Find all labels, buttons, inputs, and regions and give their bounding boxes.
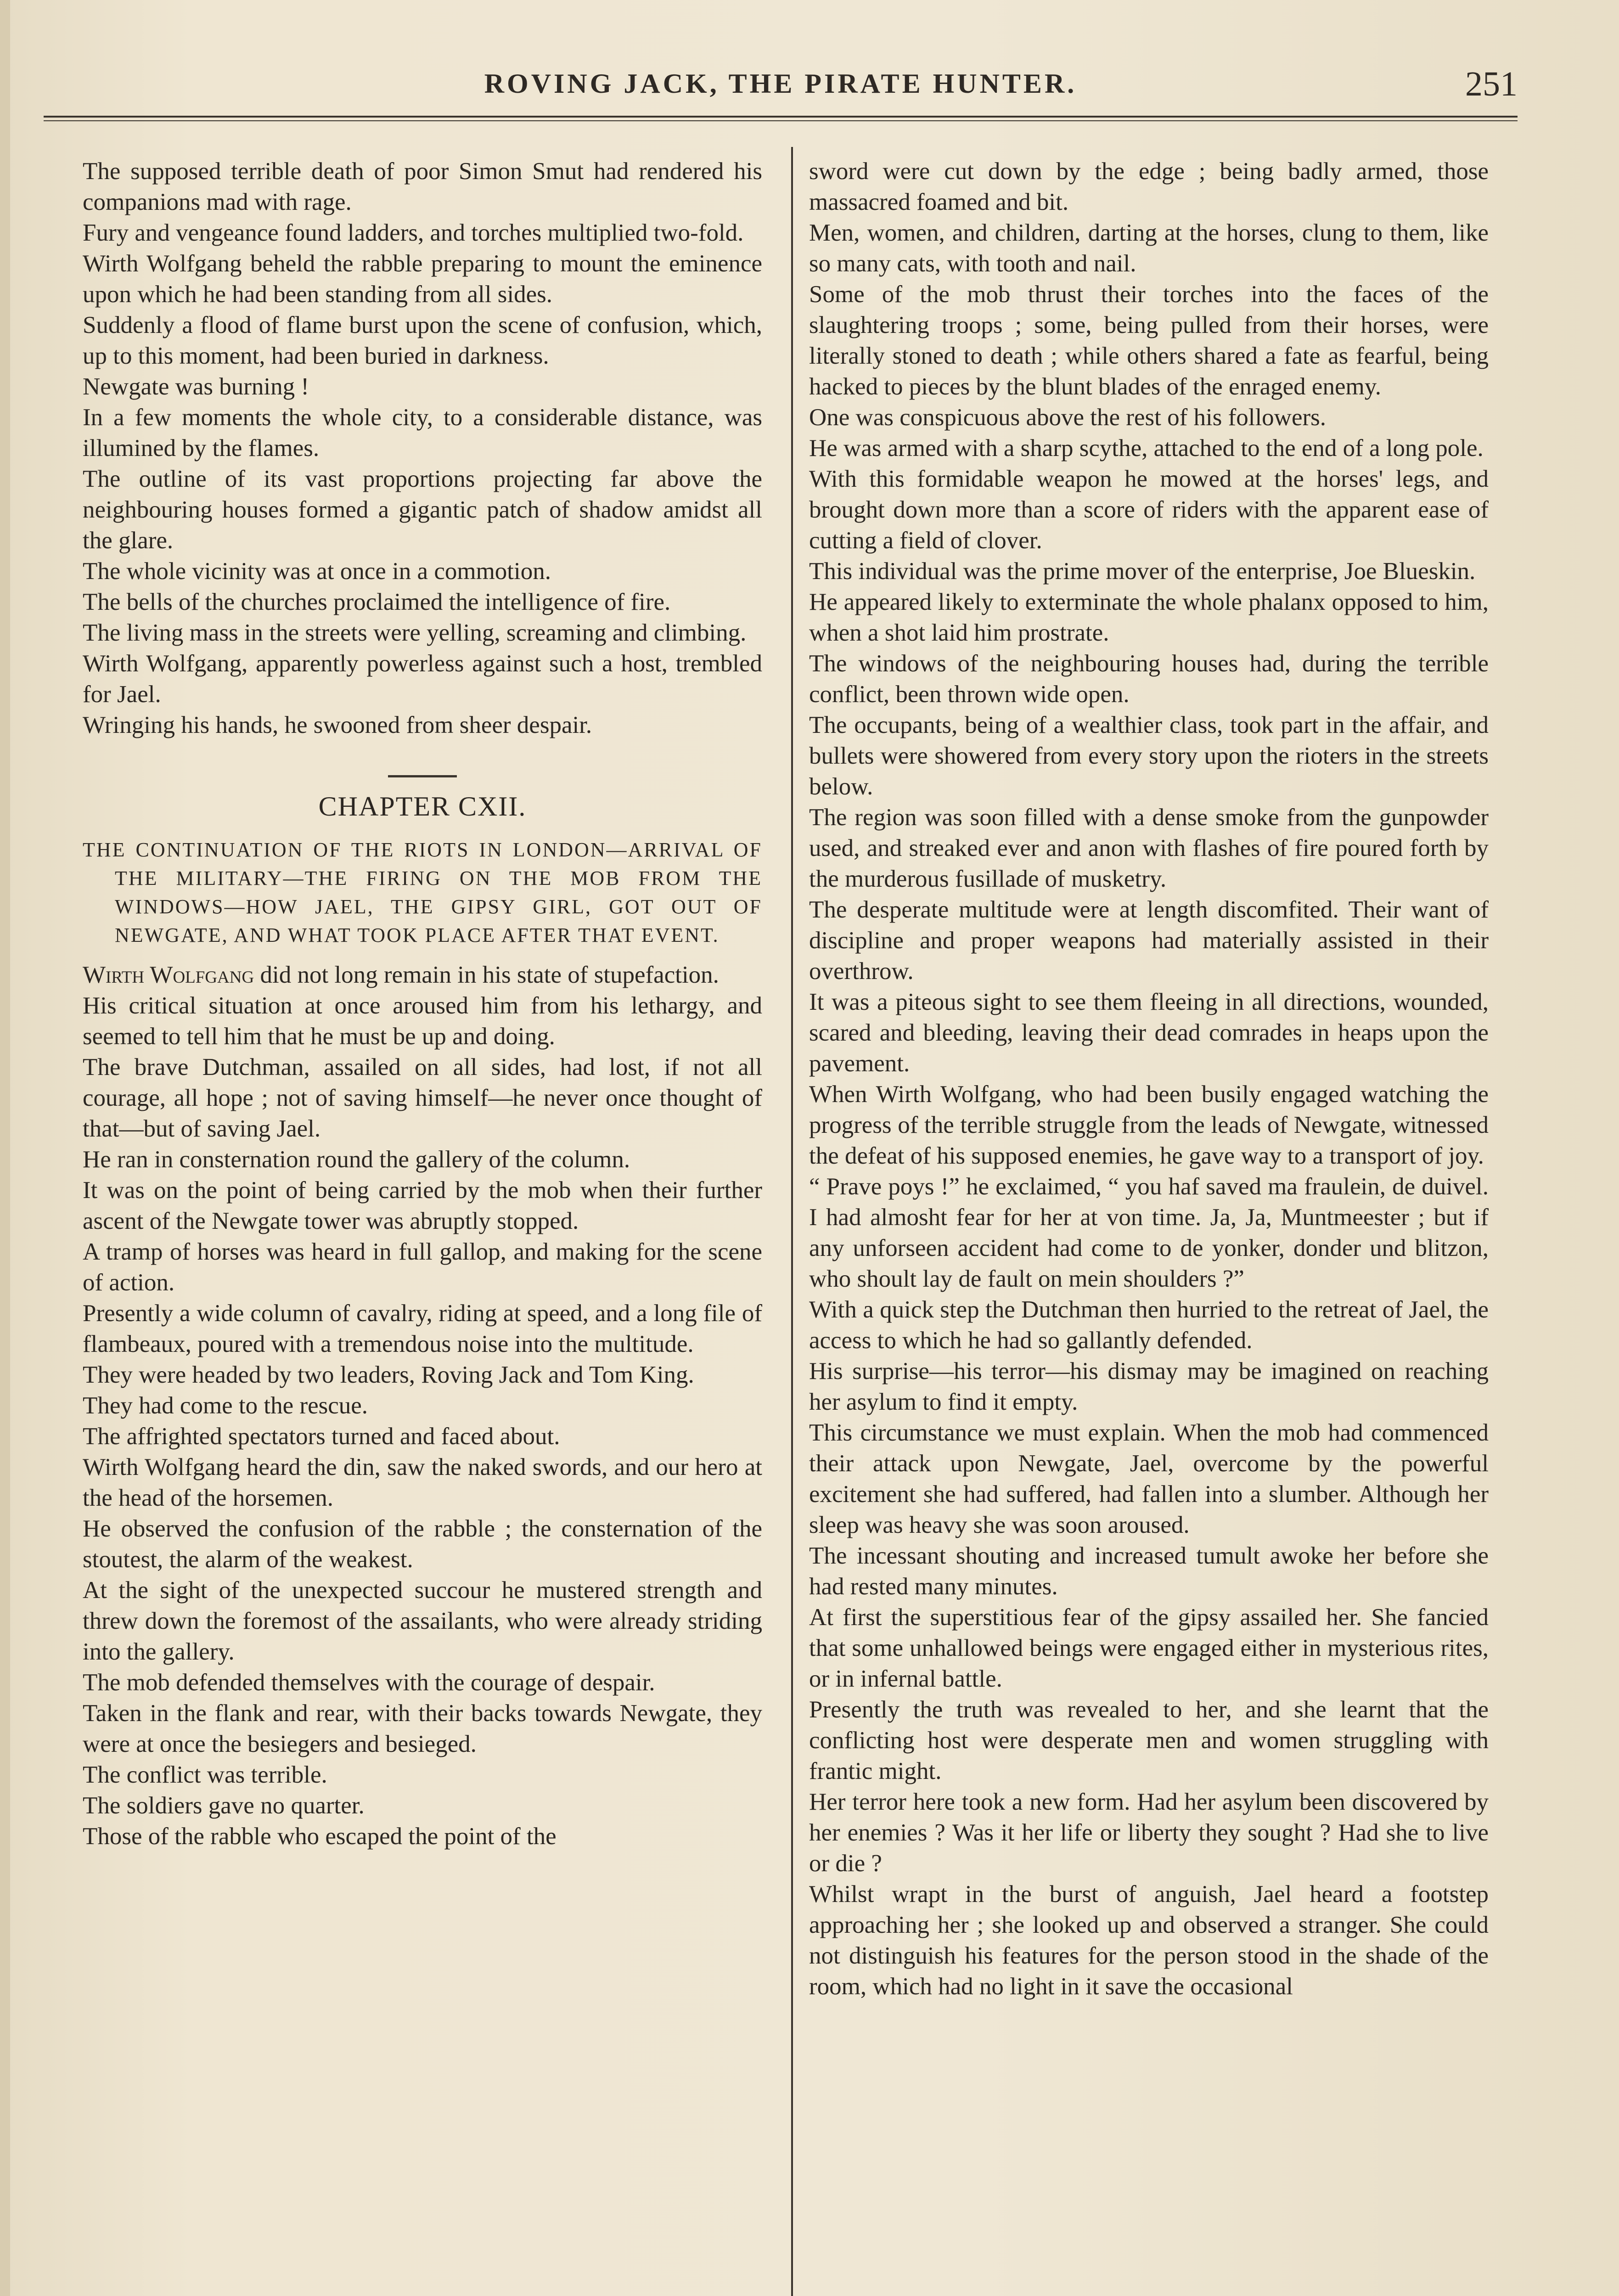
paragraph: Wringing his hands, he swooned from sheer despair.	[83, 712, 592, 738]
paragraph: This circumstance we must explain. When the mob had commenced their attack upon Newgate, Jael, overcome by the powerful excitement she had suffered, had fallen into a slumber. Although her sleep was heavy she was soon aroused.	[809, 1419, 1489, 1538]
paragraph: They were headed by two leaders, Roving Jack and Tom King.	[83, 1362, 694, 1388]
chapter-title: CHAPTER CXII.	[318, 791, 527, 822]
paragraph: With this formidable weapon he mowed at the horses' legs, and brought down more than a score of riders with the apparent ease of cutting a field of clover.	[809, 466, 1489, 554]
left-column	[83, 156, 762, 1852]
column-divider	[791, 147, 793, 2296]
paragraph: In a few moments the whole city, to a considerable distance, was illumined by the flames.	[83, 404, 762, 461]
paragraph: sword were cut down by the edge ; being badly armed, those massacred foamed and bit.	[809, 158, 1489, 215]
paragraph: It was a piteous sight to see them fleeing in all directions, wounded, scared and bleeding, leaving their dead comrades in heaps upon the pavement.	[809, 989, 1489, 1077]
paragraph: The whole vicinity was at once in a commotion.	[83, 558, 551, 585]
paragraph: The living mass in the streets were yelling, screaming and climbing.	[83, 619, 747, 646]
section-ornament	[83, 759, 762, 773]
paragraph: He appeared likely to exterminate the whole phalanx opposed to him, when a shot laid him prostrate.	[809, 589, 1489, 646]
page-gutter-edge	[0, 0, 10, 2296]
paragraph: The mob defended themselves with the courage of despair.	[83, 1669, 655, 1696]
left-paragraphs-before-chapter	[83, 156, 762, 741]
paragraph: The windows of the neighbouring houses had, during the terrible conflict, been thrown wide open.	[809, 650, 1489, 708]
paragraph: “ Prave poys !” he exclaimed, “ you haf saved ma fraulein, de duivel. I had almosht fear for her at von time. Ja, Ja, Muntmeester ; but if any unforseen accident had come to de yonker, donder und blitzon, who shoult lay de fault on mein shoulders ?”	[809, 1173, 1489, 1292]
header-rule-thin	[44, 120, 1518, 121]
paragraph: Suddenly a flood of flame burst upon the scene of confusion, which, up to this moment, had been buried in darkness.	[83, 312, 762, 369]
paragraph: One was conspicuous above the rest of his followers.	[809, 404, 1326, 431]
paragraph: At the sight of the unexpected succour he mustered strength and threw down the foremost of the assailants, who were already striding into the gallery.	[83, 1577, 762, 1665]
paragraph: The soldiers gave no quarter.	[83, 1792, 365, 1819]
paragraph: This individual was the prime mover of the enterprise, Joe Blueskin.	[809, 558, 1476, 585]
paragraph: The conflict was terrible.	[83, 1761, 327, 1788]
running-title: ROVING JACK, THE PIRATE HUNTER.	[484, 68, 1077, 99]
header-rule	[44, 116, 1518, 118]
paragraph: Some of the mob thrust their torches into the faces of the slaughtering troops ; some, being pulled from their horses, were literally stoned to death ; while others shared a fate as fearful, being hacked to pieces by the blunt blades of the enraged enemy.	[809, 281, 1489, 400]
paragraph: Those of the rabble who escaped the point of the	[83, 1823, 557, 1850]
paragraph: With a quick step the Dutchman then hurried to the retreat of Jael, the access to which he had so gallantly defended.	[809, 1296, 1489, 1354]
page-header	[44, 55, 1518, 110]
paragraph: He observed the confusion of the rabble ; the consternation of the stoutest, the alarm of the weakest.	[83, 1515, 762, 1573]
paragraph: At first the superstitious fear of the gipsy assailed her. She fancied that some unhallowed beings were engaged either in mysterious rites, or in infernal battle.	[809, 1604, 1489, 1692]
paragraph: Newgate was burning !	[83, 373, 309, 400]
chapter-opening-paragraph	[83, 960, 762, 990]
paragraph: His critical situation at once aroused him from his lethargy, and seemed to tell him that he must be up and doing.	[83, 992, 762, 1050]
chapter-opening-smallcaps: Wirth Wolfgang	[83, 962, 254, 988]
paragraph: When Wirth Wolfgang, who had been busily engaged watching the progress of the terrible struggle from the leads of Newgate, witnessed the defeat of his supposed enemies, he gave way to a transport of joy.	[809, 1081, 1489, 1169]
paragraph: Presently a wide column of cavalry, riding at speed, and a long file of flambeaux, poured with a tremendous noise into the multitude.	[83, 1300, 762, 1357]
paragraph: Fury and vengeance found ladders, and torches multiplied two-fold.	[83, 219, 744, 246]
paragraph: The supposed terrible death of poor Simon Smut had rendered his companions mad with rage.	[83, 158, 762, 215]
paragraph: His surprise—his terror—his dismay may be imagined on reaching her asylum to find it empty.	[809, 1358, 1489, 1415]
paragraph: Wirth Wolfgang beheld the rabble preparing to mount the eminence upon which he had been standing from all sides.	[83, 250, 762, 308]
paragraph: Whilst wrapt in the burst of anguish, Jael heard a footstep approaching her ; she looked up and observed a stranger. She could not distinguish his features for the person stood in the shade of the room, which had no light in it save the occasional	[809, 1881, 1489, 2000]
chapter-opening-rest: did not long remain in his state of stupefaction.	[254, 962, 719, 988]
paragraph: Wirth Wolfgang, apparently powerless against such a host, trembled for Jael.	[83, 650, 762, 708]
chapter-summary: THE CONTINUATION OF THE RIOTS IN LONDON—ARRIVAL OF THE MILITARY—THE FIRING ON THE MOB FROM THE WINDOWS—HOW JAEL, THE GIPSY GIRL, GOT OUT OF NEWGATE, AND WHAT TOOK PLACE AFTER THAT EVENT.	[83, 838, 762, 946]
paragraph: The region was soon filled with a dense smoke from the gunpowder used, and streaked ever and anon with flashes of fire poured forth by the murderous fusillade of musketry.	[809, 804, 1489, 892]
left-paragraphs-after-chapter	[83, 990, 762, 1852]
paragraph: The occupants, being of a wealthier class, took part in the affair, and bullets were showered from every story upon the rioters in the streets below.	[809, 712, 1489, 800]
paragraph: Wirth Wolfgang heard the din, saw the naked swords, and our hero at the head of the horsemen.	[83, 1454, 762, 1511]
paragraph: He ran in consternation round the gallery of the column.	[83, 1146, 630, 1173]
paragraph: The desperate multitude were at length discomfited. Their want of discipline and proper weapons had materially assisted in their overthrow.	[809, 896, 1489, 985]
paragraph: A tramp of horses was heard in full gallop, and making for the scene of action.	[83, 1238, 762, 1296]
right-column	[809, 156, 1489, 2002]
paragraph: The outline of its vast proportions projecting far above the neighbouring houses formed a gigantic patch of shadow amidst all the glare.	[83, 466, 762, 554]
paragraph: They had come to the rescue.	[83, 1392, 368, 1419]
paragraph: It was on the point of being carried by the mob when their further ascent of the Newgate tower was abruptly stopped.	[83, 1177, 762, 1234]
paragraph: He was armed with a sharp scythe, attached to the end of a long pole.	[809, 435, 1484, 461]
right-paragraphs	[809, 156, 1489, 2002]
paragraph: Taken in the flank and rear, with their backs towards Newgate, they were at once the besiegers and besieged.	[83, 1700, 762, 1757]
paragraph: The bells of the churches proclaimed the intelligence of fire.	[83, 589, 671, 615]
paragraph: Presently the truth was revealed to her, and she learnt that the conflicting host were desperate men and women struggling with frantic might.	[809, 1696, 1489, 1784]
ornament-dash	[388, 775, 457, 777]
paragraph: The brave Dutchman, assailed on all sides, had lost, if not all courage, all hope ; not of saving himself—he never once thought of that—but of saving Jael.	[83, 1054, 762, 1142]
paragraph: Men, women, and children, darting at the horses, clung to them, like so many cats, with tooth and nail.	[809, 219, 1489, 277]
paragraph: The affrighted spectators turned and faced about.	[83, 1423, 560, 1450]
page-number: 251	[1465, 65, 1518, 103]
paragraph: The incessant shouting and increased tumult awoke her before she had rested many minutes.	[809, 1542, 1489, 1600]
paragraph: Her terror here took a new form. Had her asylum been discovered by her enemies ? Was it her life or liberty they sought ? Had she to live or die ?	[809, 1789, 1489, 1877]
